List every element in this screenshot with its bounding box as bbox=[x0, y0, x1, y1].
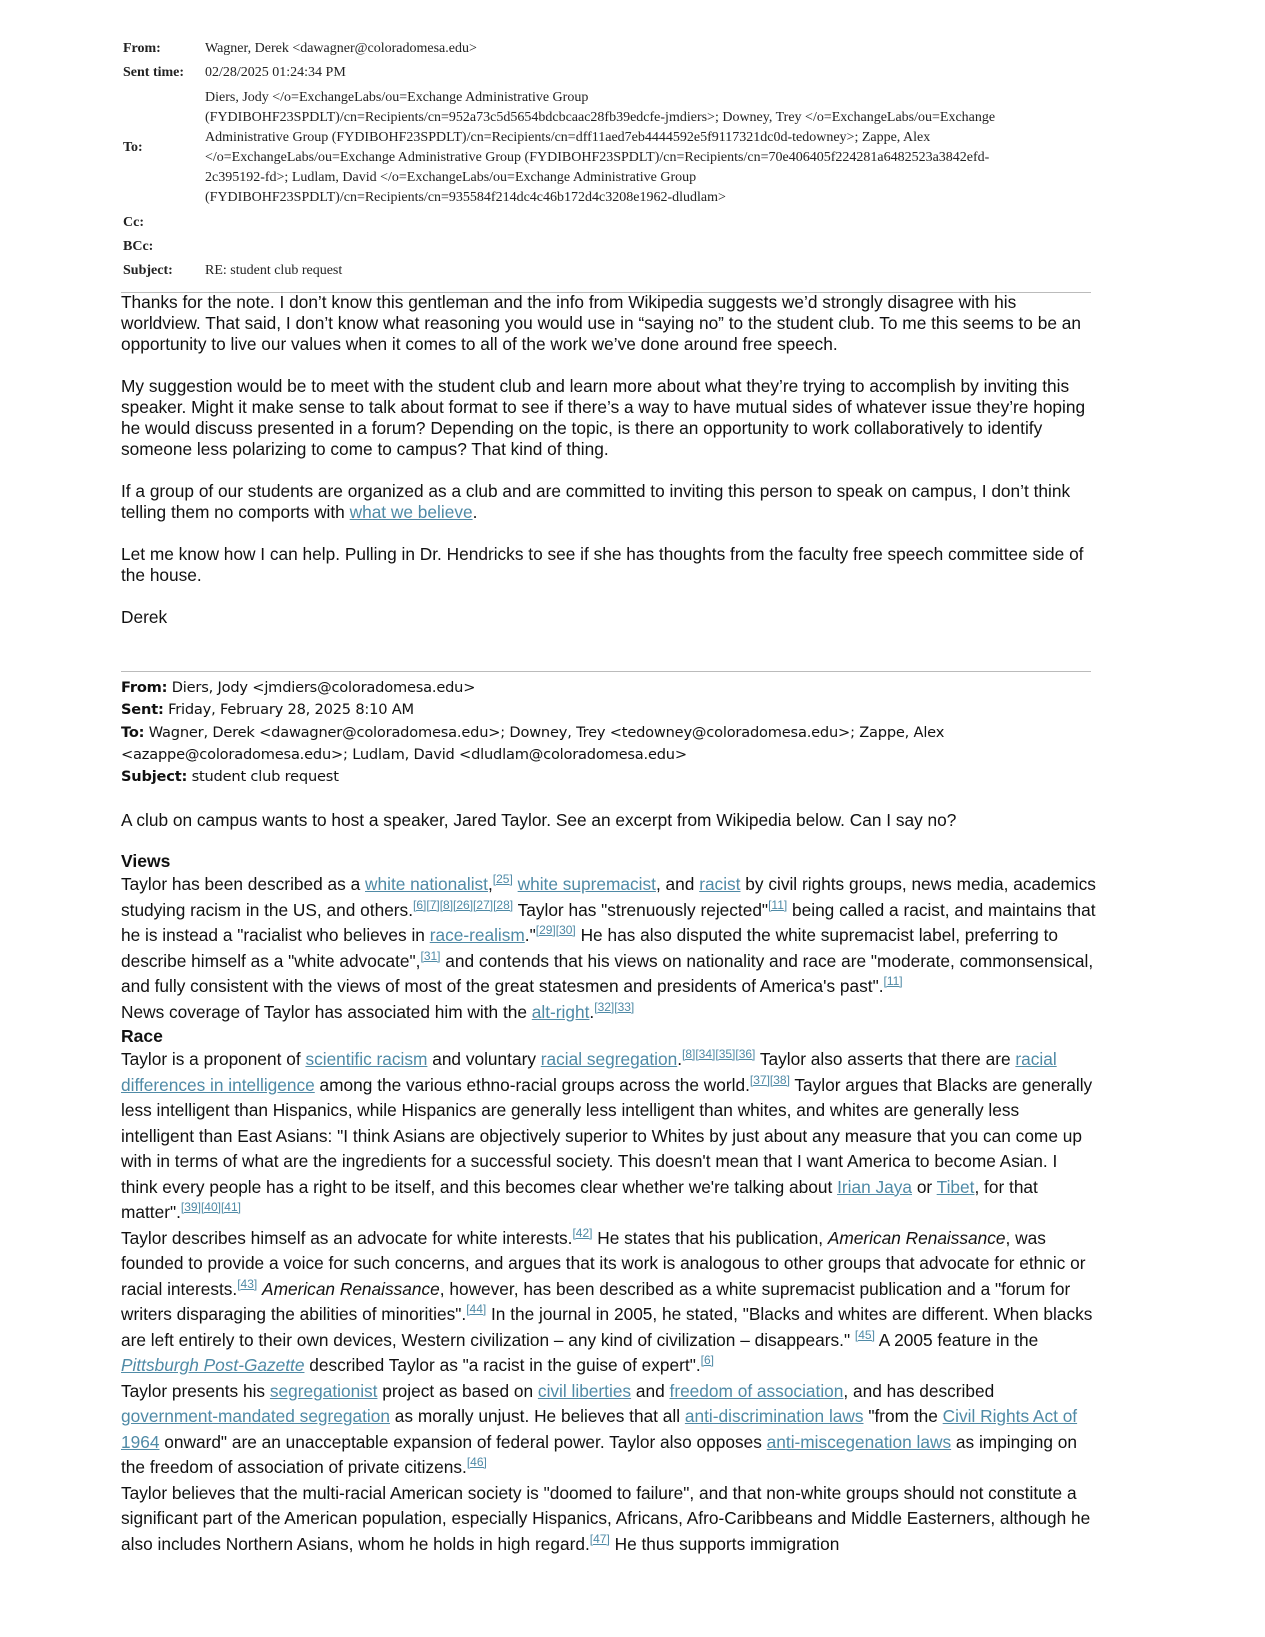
citation-link[interactable]: [31] bbox=[420, 948, 441, 963]
text: In the journal in 2005, he stated, "Blacks and whites are different. When blacks are left entirely to their own devices, Western civilization – any kind of civilization – disappears." bbox=[121, 1304, 1093, 1350]
text: ." bbox=[524, 925, 536, 945]
text: Taylor describes himself as an advocate for white interests. bbox=[121, 1227, 573, 1248]
citation-link[interactable]: [25] bbox=[492, 872, 513, 887]
wiki-link[interactable]: anti-discrimination laws bbox=[684, 1406, 864, 1426]
text: He thus supports immigration bbox=[609, 1533, 840, 1554]
italic-title: American Renaissance bbox=[262, 1278, 440, 1299]
text: He states that his publication, bbox=[592, 1227, 828, 1248]
sent-label: Sent: bbox=[121, 701, 164, 719]
paragraph: My suggestion would be to meet with the student club and learn more about what they’re trying to accomplish by inviting this speaker. Might it make sense to talk about format to see if there’s a way to have mutual sides of whatever issue they’re hoping he would discuss presented in a forum? Depending on the topic, is there an opportunity to work collaboratively to identify someone less polarizing to come to campus? That kind of thing. bbox=[121, 376, 1086, 459]
to-line: (FYDIBOHF23SPDLT)/cn=Recipients/cn=935584f214dc4c46b172d4c3208e1962-dludlam> bbox=[205, 190, 726, 205]
wiki-paragraph bbox=[121, 1379, 1096, 1481]
text: Taylor is a proponent of bbox=[121, 1049, 306, 1069]
race-heading: Race bbox=[121, 1026, 163, 1046]
reply-body bbox=[121, 292, 1096, 649]
text: as morally unjust. He believes that all bbox=[390, 1406, 685, 1426]
sent-value: 02/28/2025 01:24:34 PM bbox=[205, 65, 346, 80]
to-label: To: bbox=[123, 140, 143, 155]
original-body bbox=[121, 810, 1096, 852]
to-line: Administrative Group (FYDIBOHF23SPDLT)/cn=Recipients/cn=dff11aed7eb4444592e5f9117321dc0d-tedowney>; Zappe, Alex bbox=[205, 130, 931, 145]
text: "from the bbox=[863, 1406, 943, 1426]
wiki-link[interactable]: segregationist bbox=[269, 1380, 378, 1401]
wiki-link[interactable]: Irian Jaya bbox=[837, 1176, 913, 1197]
wiki-paragraph bbox=[121, 1226, 1096, 1379]
text: Taylor believes that the multi-racial American society is "doomed to failure", and that non-white groups should not constitute a significant part of the American population, especially Hispanics, Africans, Afro-Caribbeans and Middle Easterners, although he also includes Northern Asians, whom he holds in high regard. bbox=[121, 1482, 1091, 1554]
text: , bbox=[487, 874, 493, 894]
citation-link[interactable]: [11] bbox=[768, 897, 788, 912]
citation-link[interactable]: [6][7][8][26][27][28] bbox=[413, 897, 514, 912]
text: Taylor presents his bbox=[121, 1380, 270, 1401]
wiki-link[interactable]: racial differences in intelligence bbox=[121, 1049, 1057, 1095]
text: News coverage of Taylor has associated him with the bbox=[121, 1001, 532, 1022]
paragraph bbox=[121, 481, 1096, 523]
text: Taylor has been described as a bbox=[121, 874, 366, 894]
text: , was founded to provide a voice for such concerns, and argues that its work is analogous to other groups that advocate for ethnic or racial interests. bbox=[121, 1227, 1086, 1299]
to-line: Diers, Jody </o=ExchangeLabs/ou=Exchange Administrative Group bbox=[205, 90, 589, 105]
text: , and bbox=[655, 874, 700, 894]
wiki-paragraph bbox=[121, 1047, 1096, 1226]
text: described Taylor as "a racist in the guise of expert". bbox=[304, 1355, 701, 1375]
text: by civil rights groups, news media, academics studying racism in the US, and others. bbox=[121, 874, 1096, 920]
text: Taylor also asserts that there are bbox=[755, 1049, 1016, 1069]
citation-link[interactable]: [8][34][35][36] bbox=[682, 1047, 756, 1062]
text: . bbox=[472, 502, 478, 522]
message-divider bbox=[121, 671, 1091, 672]
wiki-paragraph bbox=[121, 872, 1096, 1000]
to-line: (FYDIBOHF23SPDLT)/cn=Recipients/cn=952a73c5d5654bdcbcaac28fb39edcfe-jmdiers>; Downey, Trey </o=ExchangeLabs/ou=Exchange bbox=[205, 110, 996, 125]
paragraph: Let me know how I can help. Pulling in Dr. Hendricks to see if she has thoughts from the faculty free speech committee side of the house. bbox=[121, 544, 1084, 585]
text: , however, has been described as a white supremacist publication and a "forum for writers disparaging the abilities of minorities". bbox=[121, 1278, 1071, 1324]
text: among the various ethno-racial groups across the world. bbox=[314, 1074, 750, 1095]
text: A 2005 feature in the bbox=[874, 1329, 1039, 1350]
to-value bbox=[205, 88, 995, 208]
text: and bbox=[631, 1380, 670, 1401]
citation-link[interactable]: [42] bbox=[572, 1225, 593, 1240]
citation-link[interactable]: [11] bbox=[883, 974, 903, 989]
to-value-cont: <azappe@coloradomesa.edu>; Ludlam, David <dludlam@coloradomesa.edu> bbox=[121, 745, 687, 763]
text: project as based on bbox=[377, 1380, 538, 1401]
subject-value: student club request bbox=[191, 768, 339, 786]
subject-label: Subject: bbox=[123, 263, 173, 278]
paragraph: Thanks for the note. I don’t know this gentleman and the info from Wikipedia suggests we’d strongly disagree with his worldview. That said, I don’t know what reasoning you would use in “saying no” to the student club. To me this seems to be an opportunity to live our values when it comes to all of the work we’ve done around free speech. bbox=[121, 292, 1081, 354]
from-value: Wagner, Derek <dawagner@coloradomesa.edu> bbox=[205, 41, 477, 56]
text: as impinging on the freedom of association of private citizens. bbox=[121, 1431, 1077, 1477]
text: being called a racist, and maintains that he is instead a "racialist who believes in bbox=[121, 899, 1096, 945]
from-value: Diers, Jody <jmdiers@coloradomesa.edu> bbox=[171, 679, 476, 696]
cc-label: Cc: bbox=[123, 215, 144, 230]
to-line: </o=ExchangeLabs/ou=Exchange Administrative Group (FYDIBOHF23SPDLT)/cn=Recipients/cn=70e406405f224281a6482523a3842efd- bbox=[205, 150, 990, 165]
race-section bbox=[121, 1047, 1096, 1557]
text: Taylor argues that Blacks are generally less intelligent than Hispanics, while Hispanics are generally less intelligent than whites, and whites are generally less intelligent than East Asians: "I think Asians are objectively superior to Whites by just about any measure that you can come up with in terms of what are the ingredients for a successful society. This doesn't mean that I want America to become Asian. I think every people has a right to be itself, and this becomes clear whether we're talking about bbox=[121, 1074, 1093, 1197]
citation-link[interactable]: [37][38] bbox=[749, 1072, 790, 1087]
wiki-link[interactable]: racist bbox=[699, 874, 741, 894]
bcc-label: BCc: bbox=[123, 239, 154, 254]
text: . bbox=[589, 1001, 595, 1022]
italic-title: American Renaissance bbox=[827, 1227, 1006, 1248]
text: or bbox=[912, 1176, 937, 1197]
to-line: 2c395192-fd>; Ludlam, David </o=ExchangeLabs/ou=Exchange Administrative Group bbox=[205, 170, 697, 185]
text: , for that matter". bbox=[121, 1176, 1038, 1222]
wiki-link[interactable]: Civil Rights Act of 1964 bbox=[121, 1406, 1078, 1452]
original-email-header bbox=[121, 677, 944, 788]
text: onward" are an unacceptable expansion of federal power. Taylor also opposes bbox=[159, 1431, 767, 1452]
wiki-link[interactable]: race-realism bbox=[429, 925, 525, 945]
signature: Derek bbox=[121, 607, 168, 627]
sent-label: Sent time: bbox=[123, 65, 185, 80]
citation-link[interactable]: [45] bbox=[854, 1327, 875, 1342]
citation-link[interactable]: [44] bbox=[466, 1302, 487, 1317]
views-heading: Views bbox=[121, 851, 171, 871]
text: and voluntary bbox=[427, 1049, 541, 1069]
sent-value: Friday, February 28, 2025 8:10 AM bbox=[168, 701, 414, 719]
wiki-link[interactable]: scientific racism bbox=[305, 1049, 428, 1069]
wiki-link[interactable]: alt-right bbox=[531, 1001, 590, 1022]
views-section bbox=[121, 872, 1096, 1025]
text: and contends that his views on nationality and race are "moderate, commonsensical, and fully consistent with the views of most of the great statesmen and presidents of America's past". bbox=[121, 950, 1094, 996]
text: He has also disputed the white supremacist label, preferring to describe himself as a "white advocate", bbox=[121, 925, 1058, 971]
wiki-link[interactable]: anti-miscegenation laws bbox=[766, 1431, 952, 1452]
wiki-link[interactable]: government-mandated segregation bbox=[121, 1406, 390, 1426]
citation-link[interactable]: [43] bbox=[237, 1276, 258, 1291]
wikipedia-excerpt bbox=[121, 850, 1096, 1557]
from-label: From: bbox=[123, 41, 161, 56]
wiki-paragraph bbox=[121, 1000, 1096, 1026]
citation-link[interactable]: [46] bbox=[466, 1455, 487, 1470]
text: If a group of our students are organized as a club and are committed to inviting this person to speak on campus, I don’t think telling them no comports with bbox=[121, 481, 1071, 522]
wiki-link[interactable]: white supremacist bbox=[517, 874, 656, 894]
citation-link[interactable]: [47] bbox=[589, 1531, 610, 1546]
reply-email-header bbox=[123, 40, 1053, 286]
wiki-link[interactable]: Pittsburgh Post-Gazette bbox=[121, 1355, 305, 1375]
subject-label: Subject: bbox=[121, 768, 188, 786]
wiki-link[interactable]: civil liberties bbox=[537, 1380, 632, 1401]
wiki-link[interactable]: white nationalist bbox=[365, 874, 488, 894]
wiki-link[interactable]: racial segregation bbox=[540, 1049, 678, 1069]
text: Taylor has "strenuously rejected" bbox=[513, 899, 769, 920]
to-label: To: bbox=[121, 723, 145, 741]
text: . bbox=[677, 1049, 682, 1069]
subject-value: RE: student club request bbox=[205, 263, 343, 278]
citation-link[interactable]: [6] bbox=[700, 1353, 714, 1368]
wiki-link[interactable]: Tibet bbox=[936, 1176, 975, 1197]
wiki-paragraph bbox=[121, 1481, 1096, 1558]
text: , and has described bbox=[843, 1380, 995, 1401]
citation-link[interactable]: [39][40][41] bbox=[180, 1200, 241, 1215]
wiki-link[interactable]: freedom of association bbox=[669, 1380, 844, 1401]
citation-link[interactable]: [32][33] bbox=[594, 999, 635, 1014]
paragraph: A club on campus wants to host a speaker, Jared Taylor. See an excerpt from Wikipedia below. Can I say no? bbox=[121, 810, 957, 830]
to-value: Wagner, Derek <dawagner@coloradomesa.edu>; Downey, Trey <tedowney@coloradomesa.edu>; Zappe, Alex bbox=[148, 723, 945, 741]
what-we-believe-link[interactable]: what we believe bbox=[349, 502, 473, 522]
citation-link[interactable]: [29][30] bbox=[535, 923, 576, 938]
from-label: From: bbox=[121, 679, 168, 696]
